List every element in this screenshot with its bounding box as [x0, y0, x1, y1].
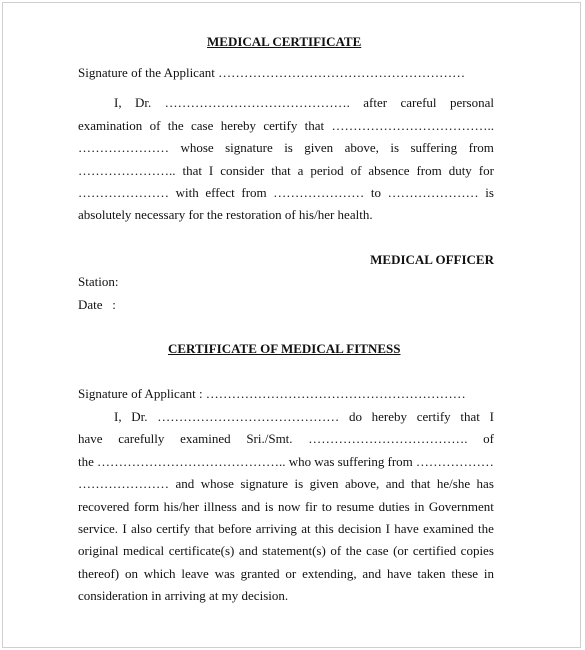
word: examined	[180, 431, 231, 446]
word: arriving	[255, 521, 297, 536]
word: whose	[180, 140, 214, 155]
word: I	[122, 521, 127, 536]
station-label: Station:	[78, 274, 119, 289]
cert2-line-8	[78, 566, 494, 582]
word: which	[143, 566, 176, 581]
word: after	[363, 95, 388, 110]
word: …………………	[78, 185, 169, 200]
word: of	[330, 543, 342, 558]
word: (or	[393, 543, 409, 558]
word: do	[348, 409, 362, 424]
word: service.	[78, 521, 119, 536]
word: on	[124, 566, 138, 581]
word: have	[394, 521, 419, 536]
word: case	[366, 543, 389, 558]
word: suffering	[337, 454, 385, 469]
word: or	[285, 566, 297, 581]
word: I,	[114, 409, 122, 424]
cert1-line-3	[78, 140, 494, 156]
word: is	[294, 476, 304, 491]
word: form	[133, 499, 160, 514]
word: and	[385, 476, 405, 491]
word: of	[350, 163, 362, 178]
word: the	[345, 543, 362, 558]
word: before	[218, 521, 252, 536]
word: the	[167, 118, 184, 133]
word: is	[264, 499, 274, 514]
word: that	[460, 409, 480, 424]
word: granted	[240, 566, 280, 581]
word: and	[238, 543, 258, 558]
word: …………………	[273, 185, 365, 200]
word: to	[321, 499, 332, 514]
word: …………………	[387, 185, 479, 200]
word: in	[483, 566, 494, 581]
word: signature	[240, 476, 289, 491]
word: and	[241, 499, 261, 514]
word: for	[478, 163, 494, 178]
word: carefully	[118, 431, 165, 446]
cert2-last-line: consideration in arriving at my decision.	[78, 588, 289, 603]
word: to	[370, 185, 382, 200]
word: ………………………………..	[331, 118, 494, 133]
word: that	[194, 521, 214, 536]
word: from	[387, 454, 413, 469]
word: I,	[114, 95, 122, 110]
word: fir	[304, 499, 318, 514]
word: given	[309, 476, 339, 491]
medical-certificate-title: MEDICAL CERTIFICATE	[207, 34, 362, 49]
word: statement(s)	[262, 543, 326, 558]
word: taken	[417, 566, 446, 581]
cert2-line-7	[78, 543, 494, 559]
applicant-signature-line: Signature of the Applicant …………………………………………………	[78, 65, 466, 80]
word: that	[410, 476, 431, 491]
word: from	[241, 185, 267, 200]
word: Dr.	[134, 95, 152, 110]
date-label: Date :	[78, 297, 116, 312]
cert1-last-line: absolutely necessary for the restoration of his/her health.	[78, 207, 373, 222]
word: and	[362, 566, 382, 581]
word: certified	[412, 543, 457, 558]
word: in	[414, 499, 425, 514]
word: he/she	[436, 476, 471, 491]
word: …………………..	[78, 163, 176, 178]
word: consider	[220, 163, 265, 178]
cert2-line-3	[78, 454, 494, 470]
word: decision	[338, 521, 382, 536]
word: personal	[449, 95, 494, 110]
word: a	[297, 163, 304, 178]
word: duties	[378, 499, 410, 514]
word: ……………………………………	[157, 409, 340, 424]
word: ……………………………………..	[97, 454, 286, 469]
word: the	[477, 521, 494, 536]
word: these	[451, 566, 479, 581]
word: examination	[78, 118, 143, 133]
word: …………………………………….	[164, 95, 350, 110]
word: ………………	[415, 454, 494, 469]
word: from	[468, 140, 494, 155]
word: duty	[448, 163, 472, 178]
word: the	[78, 454, 94, 469]
word: at	[301, 521, 311, 536]
word: Dr.	[131, 409, 148, 424]
word: careful	[400, 95, 437, 110]
word: effect	[205, 185, 235, 200]
word: above,	[344, 140, 379, 155]
cert2-line-5	[78, 499, 494, 515]
word: with	[175, 185, 199, 200]
word: hereby	[371, 409, 408, 424]
cert2-line-4	[78, 476, 494, 492]
word: that	[304, 118, 325, 133]
word: has	[476, 476, 494, 491]
word: whose	[200, 476, 234, 491]
word: examined	[423, 521, 474, 536]
word: period	[310, 163, 344, 178]
fitness-certificate-title: CERTIFICATE OF MEDICAL FITNESS	[168, 341, 401, 356]
word: Sri./Smt.	[246, 431, 293, 446]
word: is	[284, 140, 293, 155]
word: certify	[416, 409, 451, 424]
cert2-line-1	[114, 409, 494, 425]
word: case	[190, 118, 214, 133]
word: copies	[460, 543, 494, 558]
word: and	[175, 476, 195, 491]
word: thereof)	[78, 566, 120, 581]
word: have	[78, 431, 103, 446]
word: above,	[344, 476, 380, 491]
cert1-line-4	[78, 163, 494, 179]
word: I	[208, 163, 214, 178]
medical-officer-label: MEDICAL OFFICER	[370, 252, 494, 267]
word: leave	[181, 566, 209, 581]
word: given	[304, 140, 334, 155]
word: was	[314, 454, 335, 469]
word: certify	[156, 521, 191, 536]
word: recovered	[78, 499, 130, 514]
word: medical	[122, 543, 165, 558]
word: his/her	[163, 499, 200, 514]
cert1-line-2	[78, 118, 494, 134]
cert2-line-6	[78, 521, 494, 537]
word: signature	[225, 140, 273, 155]
cert1-line-1	[114, 95, 494, 111]
word: is	[390, 140, 400, 155]
word: ……………………………….	[308, 431, 468, 446]
word: that	[182, 163, 202, 178]
cert1-line-5	[78, 185, 494, 201]
word: from	[416, 163, 442, 178]
word: of	[483, 431, 494, 446]
word: original	[78, 543, 119, 558]
word: absence	[368, 163, 410, 178]
word: I	[385, 521, 390, 536]
word: illness	[203, 499, 237, 514]
word: …………………	[78, 140, 169, 155]
word: Government	[428, 499, 494, 514]
word: also	[131, 521, 152, 536]
word: hereby	[220, 118, 257, 133]
word: …………………	[78, 476, 169, 491]
word: extending,	[302, 566, 357, 581]
word: I	[489, 409, 494, 424]
word: is	[485, 185, 494, 200]
word: suffering	[410, 140, 458, 155]
word: that	[271, 163, 291, 178]
word: resume	[336, 499, 375, 514]
word: certificate(s)	[168, 543, 235, 558]
cert2-line-2	[78, 431, 494, 447]
applicant-signature-line-2: Signature of Applicant : ……………………………………………………	[78, 386, 466, 401]
word: was	[214, 566, 235, 581]
word: of	[149, 118, 161, 133]
word: this	[314, 521, 334, 536]
word: now	[277, 499, 301, 514]
word: who	[288, 454, 312, 469]
word: have	[387, 566, 412, 581]
word: certify	[263, 118, 298, 133]
